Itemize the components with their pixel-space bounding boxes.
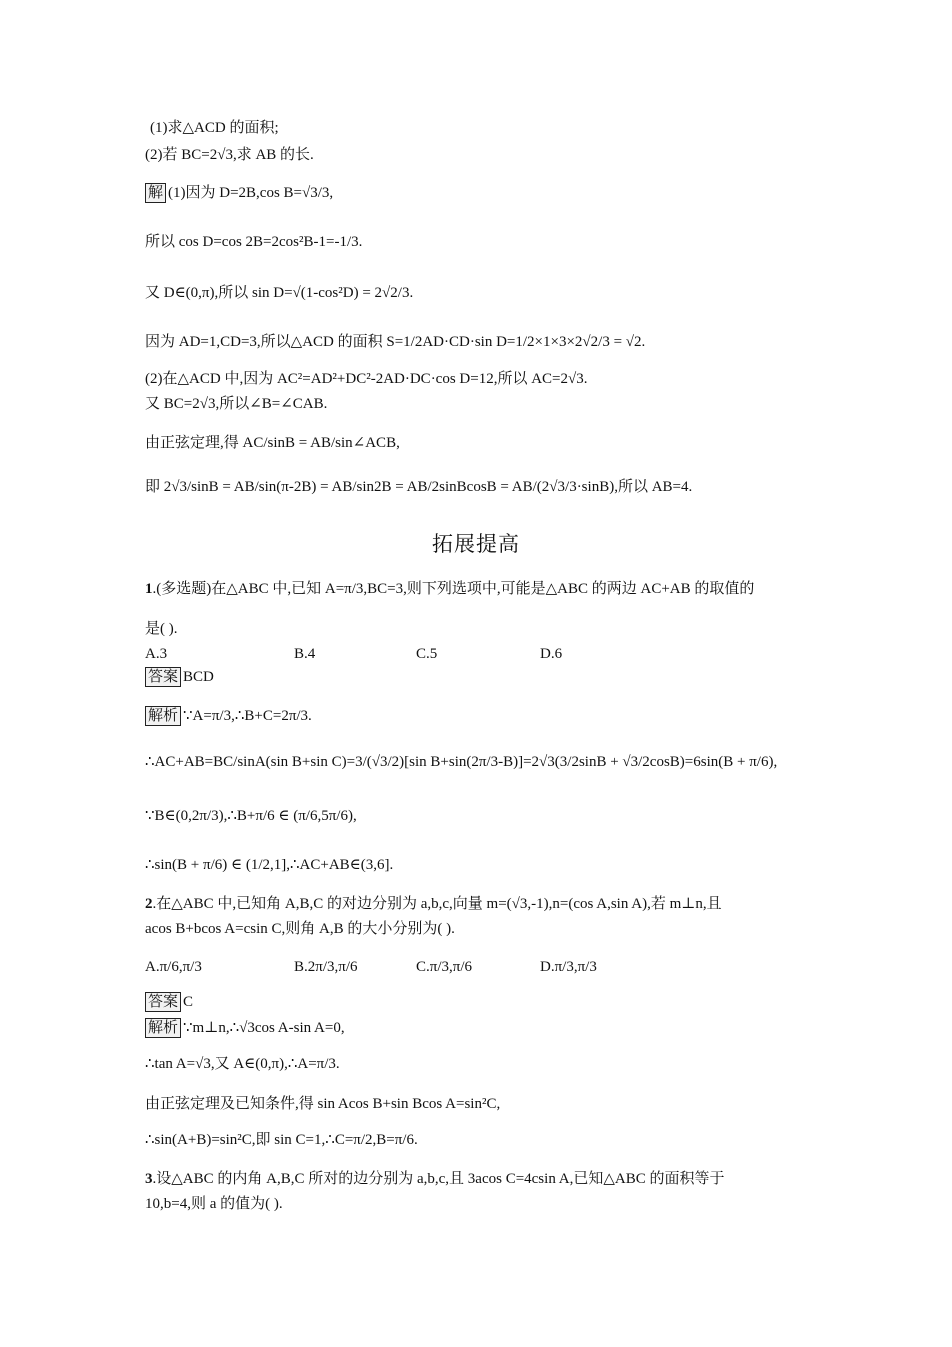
q1-option-a: A.3 <box>145 646 168 662</box>
analysis-tag: 解析 <box>145 1018 181 1038</box>
q1-stem-text-1: .(多选题)在△ABC 中,已知 A=π/3,BC=3,则下列选项中,可能是△ABC 的两边 AC+AB 的取值的 <box>152 581 755 597</box>
solution-line-6: 又 BC=2√3,所以∠B=∠CAB. <box>145 396 328 412</box>
solution-line-1 <box>145 183 333 203</box>
analysis-tag: 解析 <box>145 706 181 726</box>
q2-stem-text-1: .在△ABC 中,已知角 A,B,C 的对边分别为 a,b,c,向量 m=(√3,-1),n=(cos A,sin A),若 m⊥n,且 <box>152 896 722 912</box>
q1-analysis-text-1: ∵A=π/3,∴B+C=2π/3. <box>183 708 312 724</box>
q2-analysis-line-4: ∴sin(A+B)=sin²C,即 sin C=1,∴C=π/2,B=π/6. <box>145 1132 418 1148</box>
q1-option-d: D.6 <box>540 646 563 662</box>
q2-option-b: B.2π/3,π/6 <box>294 959 358 975</box>
q1-option-c: C.5 <box>416 646 438 662</box>
solution-line-5: (2)在△ACD 中,因为 AC²=AD²+DC²-2AD·DC·cos D=12,所以 AC=2√3. <box>145 371 588 387</box>
q1-number: 1 <box>145 581 153 597</box>
q3-stem-text-1: .设△ABC 的内角 A,B,C 所对的边分别为 a,b,c,且 3acos C=4csin A,已知△ABC 的面积等于 <box>152 1171 725 1187</box>
q1-stem-line-2: 是( ). <box>145 621 178 637</box>
solution-tag: 解 <box>145 183 166 203</box>
q2-stem-line-1 <box>145 894 722 914</box>
solution-text-1: (1)因为 D=2B,cos B=√3/3, <box>168 185 334 201</box>
part1-question: (1)求△ACD 的面积; <box>150 120 279 136</box>
solution-line-3: 又 D∈(0,π),所以 sin D=√(1-cos²D) = 2√2/3. <box>145 285 414 301</box>
solution-line-4: 因为 AD=1,CD=3,所以△ACD 的面积 S=1/2AD·CD·sin D=1/2×1×3×2√2/3 = √2. <box>145 334 646 350</box>
q2-analysis-text-1: ∵m⊥n,∴√3cos A-sin A=0, <box>183 1020 345 1036</box>
q1-stem-line-1 <box>145 579 754 599</box>
q2-analysis-line-1 <box>145 1018 345 1038</box>
q1-analysis-line-4: ∴sin(B + π/6) ∈ (1/2,1],∴AC+AB∈(3,6]. <box>145 857 394 873</box>
q1-analysis-line-3: ∵B∈(0,2π/3),∴B+π/6 ∈ (π/6,5π/6), <box>145 808 357 824</box>
solution-line-8: 即 2√3/sinB = AB/sin(π-2B) = AB/sin2B = AB/2sinBcosB = AB/(2√3/3·sinB),所以 AB=4. <box>145 479 693 495</box>
q1-analysis-line-1 <box>145 706 312 726</box>
q3-stem-line-1 <box>145 1169 724 1189</box>
answer-tag: 答案 <box>145 667 181 687</box>
q2-analysis-line-3: 由正弦定理及已知条件,得 sin Acos B+sin Bcos A=sin²C, <box>145 1096 501 1112</box>
solution-line-7: 由正弦定理,得 AC/sinB = AB/sin∠ACB, <box>145 435 400 451</box>
q2-option-a: A.π/6,π/3 <box>145 959 202 975</box>
q3-stem-line-2: 10,b=4,则 a 的值为( ). <box>145 1196 283 1212</box>
section-title: 拓展提高 <box>432 532 520 556</box>
q2-analysis-line-2: ∴tan A=√3,又 A∈(0,π),∴A=π/3. <box>145 1056 340 1072</box>
q2-answer: C <box>183 994 194 1010</box>
q1-answer-line <box>145 667 214 687</box>
q2-option-d: D.π/3,π/3 <box>540 959 597 975</box>
q3-number: 3 <box>145 1171 153 1187</box>
q2-stem-line-2: acos B+bcos A=csin C,则角 A,B 的大小分别为( ). <box>145 921 455 937</box>
q1-answer: BCD <box>183 669 214 685</box>
q2-option-c: C.π/3,π/6 <box>416 959 472 975</box>
answer-tag: 答案 <box>145 992 181 1012</box>
q2-answer-line <box>145 992 193 1012</box>
q1-option-b: B.4 <box>294 646 316 662</box>
q2-number: 2 <box>145 896 153 912</box>
q1-analysis-line-2: ∴AC+AB=BC/sinA(sin B+sin C)=3/(√3/2)[sin B+sin(2π/3-B)]=2√3(3/2sinB + √3/2cosB)=6sin(B + π/6), <box>145 754 778 770</box>
solution-line-2: 所以 cos D=cos 2B=2cos²B-1=-1/3. <box>145 234 363 250</box>
part2-question: (2)若 BC=2√3,求 AB 的长. <box>145 147 314 163</box>
